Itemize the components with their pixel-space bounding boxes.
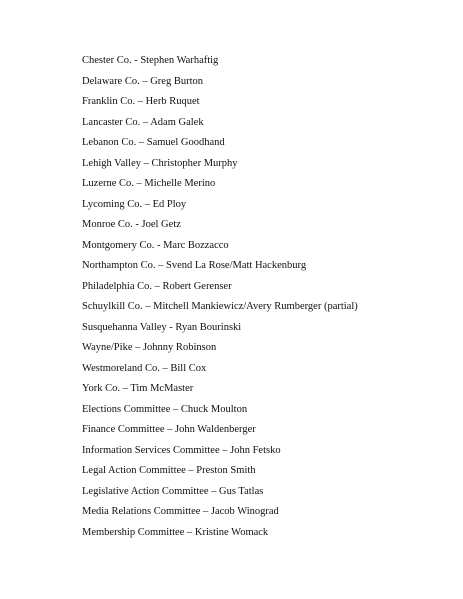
list-item: Lycoming Co. – Ed Ploy bbox=[82, 198, 187, 210]
list-item: Philadelphia Co. – Robert Gerenser bbox=[82, 280, 232, 292]
list-item: Luzerne Co. – Michelle Merino bbox=[82, 178, 216, 189]
list-item: Lehigh Valley – Christopher Murphy bbox=[82, 157, 238, 169]
list-item: Chester Co. - Stephen Warhaftig bbox=[82, 55, 219, 66]
list-item: Monroe Co. - Joel Getz bbox=[82, 219, 181, 230]
list-item: Susquehanna Valley - Ryan Bourinski bbox=[82, 321, 242, 333]
list-item: Lebanon Co. – Samuel Goodhand bbox=[82, 137, 225, 148]
list-item: Schuylkill Co. – Mitchell Mankiewicz/Avery Rumberger (partial) bbox=[82, 301, 358, 312]
list-item: Legal Action Committee – Preston Smith bbox=[82, 465, 256, 476]
list-item: Legislative Action Committee – Gus Tatlas bbox=[82, 485, 264, 497]
list-item: York Co. – Tim McMaster bbox=[82, 383, 194, 394]
list-item: Wayne/Pike – Johnny Robinson bbox=[82, 342, 217, 353]
list-item: Finance Committee – John Waldenberger bbox=[82, 424, 256, 435]
list-item: Westmoreland Co. – Bill Cox bbox=[82, 362, 207, 374]
list-item: Elections Committee – Chuck Moulton bbox=[82, 403, 248, 415]
list-item: Delaware Co. – Greg Burton bbox=[82, 75, 204, 87]
representatives-list bbox=[82, 54, 358, 546]
list-item: Membership Committee – Kristine Womack bbox=[82, 526, 269, 538]
list-item: Information Services Committee – John Fetsko bbox=[82, 444, 281, 456]
list-item: Montgomery Co. - Marc Bozzacco bbox=[82, 239, 229, 251]
list-item: Lancaster Co. – Adam Galek bbox=[82, 116, 204, 128]
list-item: Media Relations Committee – Jacob Winograd bbox=[82, 506, 279, 517]
list-item: Franklin Co. – Herb Ruquet bbox=[82, 96, 200, 107]
list-item: Northampton Co. – Svend La Rose/Matt Hackenburg bbox=[82, 260, 307, 271]
